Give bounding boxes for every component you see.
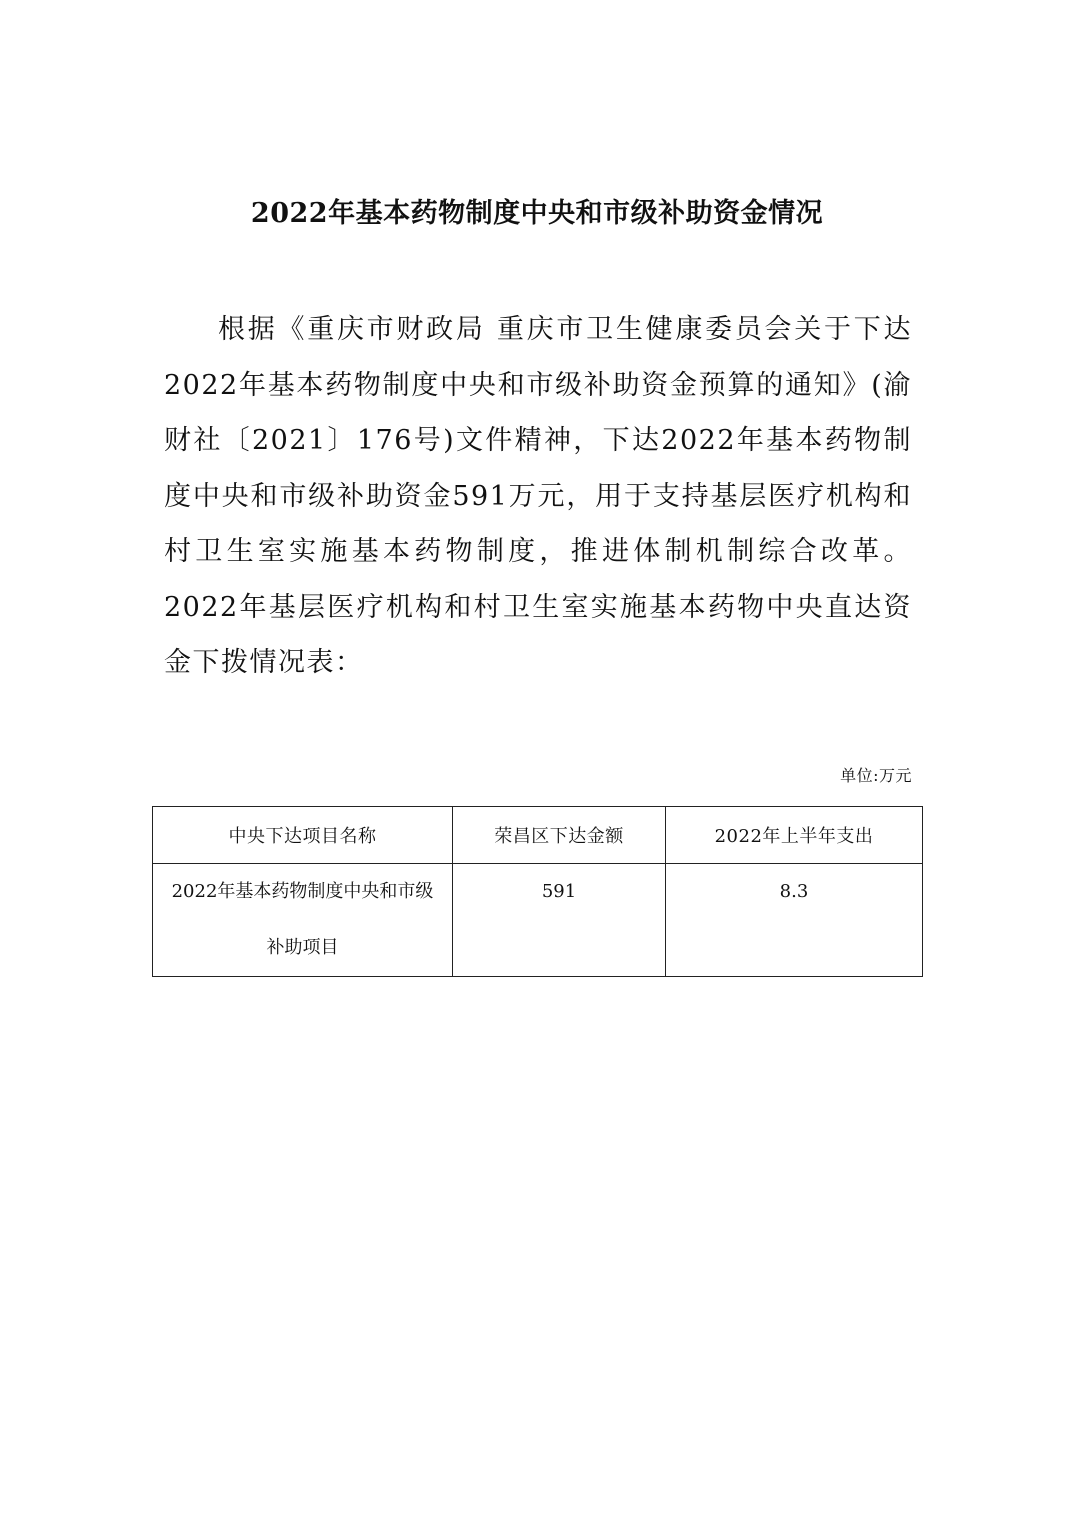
cell-project-name xyxy=(153,864,453,977)
cell-first-half-expense xyxy=(666,864,923,977)
table-row xyxy=(153,864,923,977)
body-paragraph: 根据《重庆市财政局 重庆市卫生健康委员会关于下达2022年基本药物制度中央和市级补助资金预算的通知》(渝财社〔2021〕176号)文件精神，下达2022年基本药物制度中央和市级补助资金591万元，用于支持基层医疗机构和村卫生室实施基本药物制度，推进体制机制综合改革。2022年基层医疗机构和村卫生室实施基本药物中央直达资金下拨情况表： xyxy=(164,314,912,678)
header-first-half-expense: 2022年上半年支出 xyxy=(666,807,923,864)
page-title: 2022年基本药物制度中央和市级补助资金情况 xyxy=(250,198,824,229)
allocation-table xyxy=(152,806,923,977)
cell-allocated-amount xyxy=(453,864,666,977)
allocated-amount-value: 591 xyxy=(541,881,577,902)
first-half-expense-value: 8.3 xyxy=(779,881,809,902)
header-allocated-amount: 荣昌区下达金额 xyxy=(453,807,666,864)
header-project-name: 中央下达项目名称 xyxy=(153,807,453,864)
project-name-text: 2022年基本药物制度中央和市级补助项目 xyxy=(171,881,434,958)
unit-label: 单位:万元 xyxy=(840,766,912,785)
table-header-row xyxy=(153,807,923,864)
